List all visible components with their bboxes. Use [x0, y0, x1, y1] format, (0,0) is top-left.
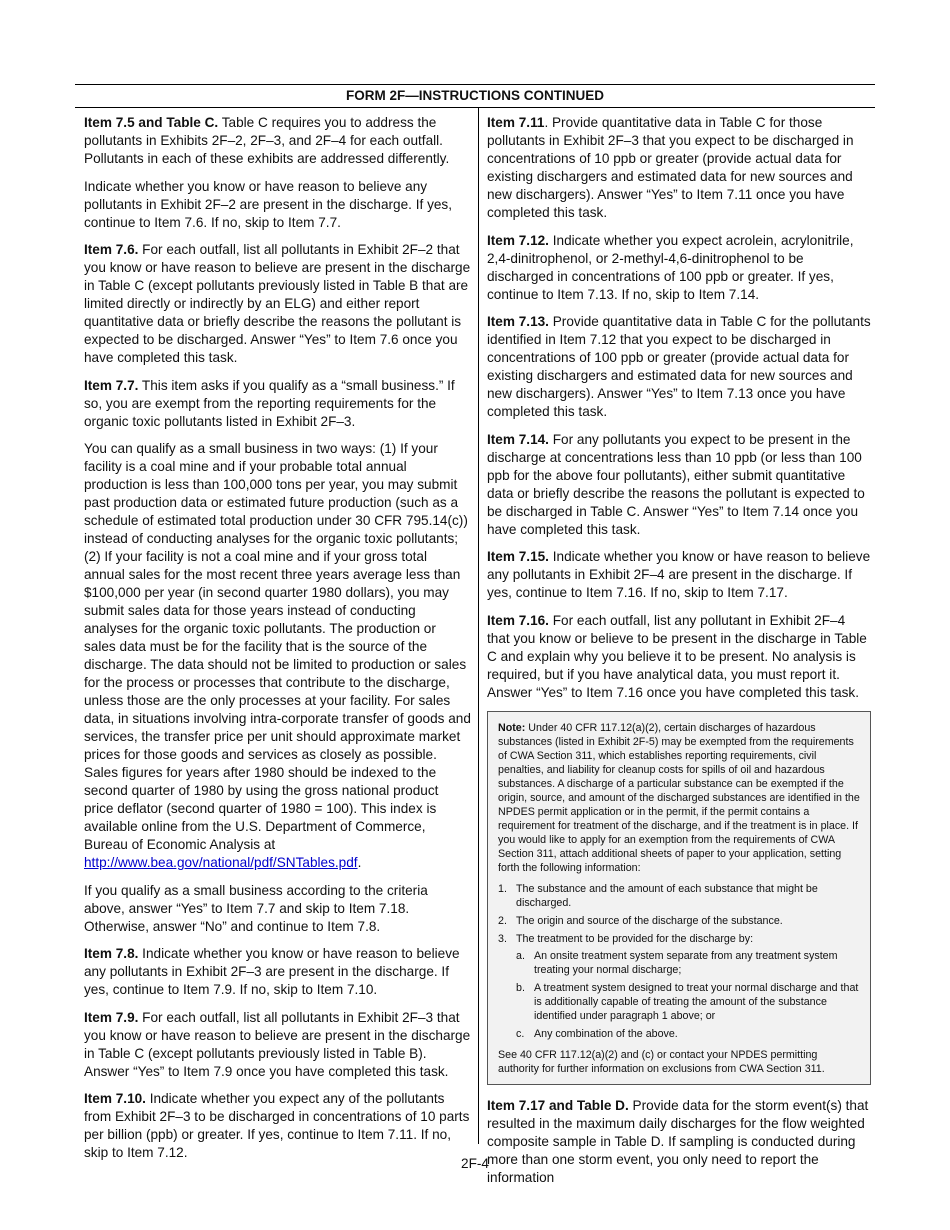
page-title: FORM 2F—INSTRUCTIONS CONTINUED	[75, 84, 875, 108]
item-7-17: Item 7.17 and Table D. Provide data for the storm event(s) that resulted in the maximum daily discharges for the flow weighted composite sample in Table D. If sampling is conducted during more than one storm event, you only need to report the information	[487, 1098, 869, 1185]
two-column-body	[75, 108, 875, 1185]
note-item: 2. The origin and source of the discharge of the substance.	[498, 915, 783, 927]
item-7-11: Item 7.11. Provide quantitative data in Table C for those pollutants in Exhibit 2F–3 that you expect to be discharged in concentrations of 10 ppb or greater (provide actual data for existing dischargers and estimated data for new sources and new dischargers). Answer “Yes” to Item 7.11 once you have completed this task.	[487, 115, 854, 220]
item-7-14: Item 7.14. For any pollutants you expect to be present in the discharge at concentrations less than 10 ppb (or less than 100 ppb for the above four pollutants), either submit quantitative data or briefly describe the reasons the pollutant is expected to be discharged in Table C. Answer “Yes” to Item 7.14 once you have completed this task.	[487, 431, 865, 537]
note-footer: See 40 CFR 117.12(a)(2) and (c) or contact your NPDES permitting authority for further information on exclusions from CWA Section 311.	[498, 1049, 825, 1075]
bea-link[interactable]: http://www.bea.gov/national/pdf/SNTables.pdf	[84, 855, 358, 870]
note-item: 1. The substance and the amount of each substance that might be discharged.	[498, 883, 818, 909]
item-7-13: Item 7.13. Provide quantitative data in Table C for the pollutants identified in Item 7.12 that you expect to be discharged in concentrations of 100 ppb or greater (provide actual data for existing dischargers and estimated data for new sources and new dischargers). Answer “Yes” to Item 7.13 once you have completed this task.	[487, 314, 871, 419]
item-7-16: Item 7.16. For each outfall, list any pollutant in Exhibit 2F–4 that you know or believe to be present in the discharge in Table C and explain why you believe it to be present. No analysis is required, but if you have analytical data, you must report it. Answer “Yes” to Item 7.16 once you have completed this task.	[487, 612, 867, 700]
note-subitem: b. A treatment system designed to treat your normal discharge and that is additionally capable of treating the amount of the substance identified under paragraph 1 above; or	[516, 982, 859, 1022]
form-page	[75, 84, 875, 1185]
item-7-6: Item 7.6. For each outfall, list all pollutants in Exhibit 2F–2 that you know or have reason to believe are present in the discharge in Table C (except pollutants previously listed in Table B that are limited directly or indirectly by an ELG) and either report quantitative data or briefly describe the reasons the pollutant is expected to be discharged. Answer “Yes” to Item 7.6 once you have completed this task.	[84, 242, 471, 365]
note-item: 3. The treatment to be provided for the discharge by: a. An onsite treatment system separate from any treatment system treating your normal discharge; b. A treatment system designed to treat your normal discharge and that is additionally capable of treating the amount of the substance identified under paragraph 1 above; or c. Any combination of the above.	[498, 933, 859, 1040]
note-box	[487, 711, 871, 1085]
item-7-10: Item 7.10. Indicate whether you expect any of the pollutants from Exhibit 2F–3 to be discharged in concentrations of 10 parts per billion (ppb) or greater. If yes, continue to Item 7.11. If no, skip to Item 7.12.	[84, 1091, 470, 1160]
page-number: 2F-4	[461, 1156, 489, 1171]
item-7-5: Item 7.5 and Table C. Table C requires you to address the pollutants in Exhibits 2F–2, 2F–3, and 2F–4 for each outfall. Pollutants in each of these exhibits are addressed differently.	[84, 115, 450, 166]
item-7-5-instruction: Indicate whether you know or have reason to believe any pollutants in Exhibit 2F–2 are present in the discharge. If yes, continue to Item 7.6. If no, skip to Item 7.7.	[84, 178, 452, 230]
column-divider	[478, 108, 479, 1144]
note-subitem: c. Any combination of the above.	[516, 1028, 678, 1040]
right-column	[487, 114, 871, 1197]
small-business-criteria: You can qualify as a small business in two ways: (1) If your facility is a coal mine and if your probable total annual production is less than 100,000 tons per year, you may submit past production data or estimated future production (such as a schedule of estimated total production under 30 CFR 795.14(c)) instead of conducting analyses for the organic toxic pollutants; (2) If your facility is not a coal mine and if your gross total annual sales for the most recent three years average less than $100,000 per year (in second quarter 1980 dollars), you may submit sales data for those years instead of conducting analyses for the organic toxic pollutants. The production or sales data must be for the facility that is the source of the discharge. The data should not be limited to production or sales for the process or processes that contribute to the discharge, unless those are the only processes at your facility. For sales data, in situations involving intra-corporate transfer of goods and services, the transfer price per unit should approximate market prices for those goods and services as closely as possible. Sales figures for years after 1980 should be indexed to the second quarter of 1980 by using the gross national product price deflator (second quarter of 1980 = 100). This index is available online from the U.S. Department of Commerce, Bureau of Economic Analysis at http://www.bea.gov/national/pdf/SNTables.pdf.	[84, 441, 471, 870]
item-7-8: Item 7.8. Indicate whether you know or have reason to believe any pollutants in Exhibit 2F–3 are present in the discharge. If yes, continue to Item 7.9. If no, skip to Item 7.10.	[84, 946, 460, 997]
small-business-answer: If you qualify as a small business according to the criteria above, answer “Yes” to Item 7.7 and skip to Item 7.18. Otherwise, answer “No” and continue to Item 7.8.	[84, 882, 428, 934]
item-7-7: Item 7.7. This item asks if you qualify as a “small business.” If so, you are exempt from the reporting requirements for the organic toxic pollutants listed in Exhibit 2F–3.	[84, 377, 455, 429]
item-7-12: Item 7.12. Indicate whether you expect acrolein, acrylonitrile, 2,4-dinitrophenol, or 2-methyl-4,6-dinitrophenol to be discharged in concentrations of 100 ppb or greater. If yes, continue to Item 7.13. If no, skip to Item 7.14.	[487, 232, 854, 302]
note-sublist	[516, 949, 860, 1041]
note-subitem: a. An onsite treatment system separate from any treatment system treating your normal discharge;	[516, 950, 838, 976]
note-list	[498, 882, 860, 1041]
item-7-9: Item 7.9. For each outfall, list all pollutants in Exhibit 2F–3 that you know or have reason to believe are present in the discharge in Table C (except pollutants previously listed in Table B). Answer “Yes” to Item 7.9 once you have completed this task.	[84, 1009, 471, 1079]
left-column	[84, 114, 471, 1172]
item-7-15: Item 7.15. Indicate whether you know or have reason to believe any pollutants in Exhibit 2F–4 are present in the discharge. If yes, continue to Item 7.16. If no, skip to Item 7.17.	[487, 549, 871, 600]
note-intro: Note: Under 40 CFR 117.12(a)(2), certain discharges of hazardous substances (listed in Exhibit 2F-5) may be exempted from the requirements of CWA Section 311, which establishes reporting requirements, civil penalties, and liability for cleanup costs for spills of oil and hazardous substances. A discharge of a particular substance can be exempted if the origin, source, and amount of the discharged substances are identified in the NPDES permit application or in the permit, if the permit contains a requirement for treatment of the discharge, and if the treatment is in place. If you would like to apply for an exemption from the requirements of CWA Section 311, attach additional sheets of paper to your application, setting forth the following information:	[498, 722, 860, 874]
